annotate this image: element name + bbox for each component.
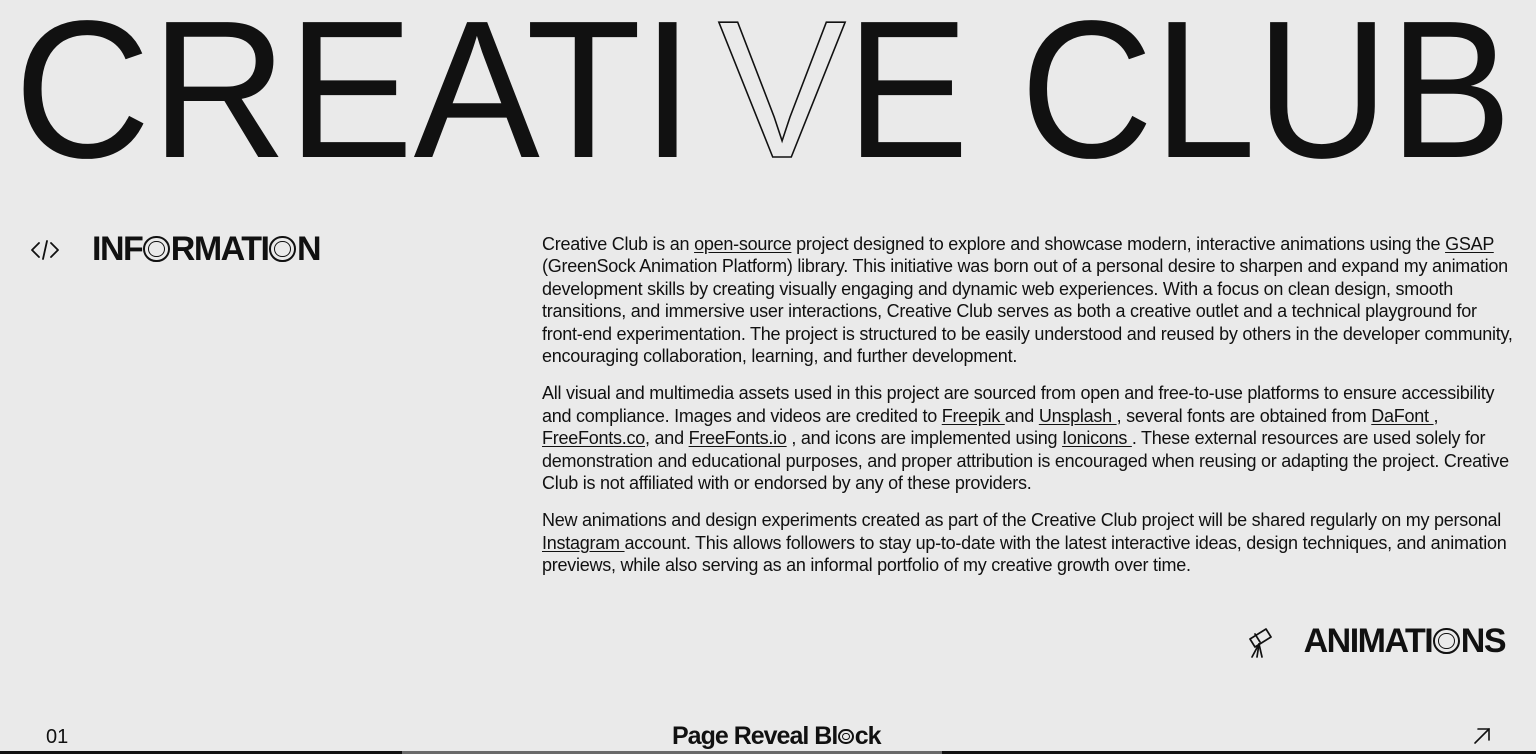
letter-o-ring — [838, 729, 854, 745]
hero-title-part2: E CLUB — [846, 0, 1512, 180]
instagram-link[interactable]: Instagram — [542, 532, 625, 553]
letter-o-ring — [143, 236, 170, 263]
hero-title-part1: CREATI — [14, 0, 694, 180]
hero-title — [0, 0, 1536, 180]
hero-title-outline-letter: V — [718, 0, 846, 180]
information-paragraph-2: All visual and multimedia assets used in this project are sourced from open and free-to-use platforms to ensure accessibility and compliance. Images and videos are credited to Freepik and Unsplash , several fonts are obtained from DaFont , FreeFonts.co, and FreeFonts.io , and icons are implemented using Ionicons . These external resources are used solely for demonstration and educational purposes, and proper attribution is encouraged when reusing or adapting the project. Creative Club is not affiliated with or endorsed by any of these providers. — [542, 383, 1509, 494]
dafont-link[interactable]: DaFont — [1371, 405, 1434, 426]
letter-o-ring — [1433, 628, 1460, 655]
information-heading-label: INF RMATI N — [92, 230, 320, 268]
information-paragraph-1: Creative Club is an open-source project designed to explore and showcase modern, interactive animations using the GSAP (GreenSock Animation Platform) library. This initiative was born out of a personal desire to sharpen and expand my animation development skills by creating visually engaging and dynamic web experiences. With a focus on clean design, smooth transitions, and immersive user interactions, Creative Club serves as both a creative outlet and a technical playground for front-end experimentation. The project is structured to be easily understood and reused by others in the developer community, encouraging collaboration, learning, and further development. — [542, 234, 1513, 367]
ionicons-link[interactable]: Ionicons — [1062, 428, 1132, 449]
telescope-icon — [1244, 625, 1276, 659]
letter-o-ring — [269, 236, 296, 263]
information-paragraph-3: New animations and design experiments created as part of the Creative Club project will be shared regularly on my personal Instagram account. This allows followers to stay up-to-date with the latest interactive ideas, design techniques, and animation previews, while also serving as an informal portfolio of my creative growth over time. — [542, 510, 1507, 576]
hero-title-svg — [0, 0, 1536, 180]
animations-heading[interactable] — [1244, 622, 1505, 661]
code-icon — [30, 235, 60, 265]
freefonts-io-link[interactable]: FreeFonts.io — [688, 428, 787, 449]
gsap-link[interactable]: GSAP — [1445, 234, 1494, 254]
information-heading — [30, 230, 320, 269]
open-source-link[interactable]: open-source — [694, 234, 792, 254]
information-body — [542, 233, 1518, 592]
animation-number: 01 — [46, 726, 69, 748]
animation-title-link[interactable]: Page Reveal Bl ck — [672, 722, 881, 750]
footer-bar — [0, 718, 1536, 754]
arrow-up-right-icon[interactable] — [1472, 726, 1492, 746]
animations-heading-label: ANIMATI NS — [1303, 622, 1505, 660]
freepik-link[interactable]: Freepik — [941, 405, 1005, 426]
freefonts-co-link[interactable]: FreeFonts.co — [542, 428, 646, 449]
unsplash-link[interactable]: Unsplash — [1038, 405, 1117, 426]
